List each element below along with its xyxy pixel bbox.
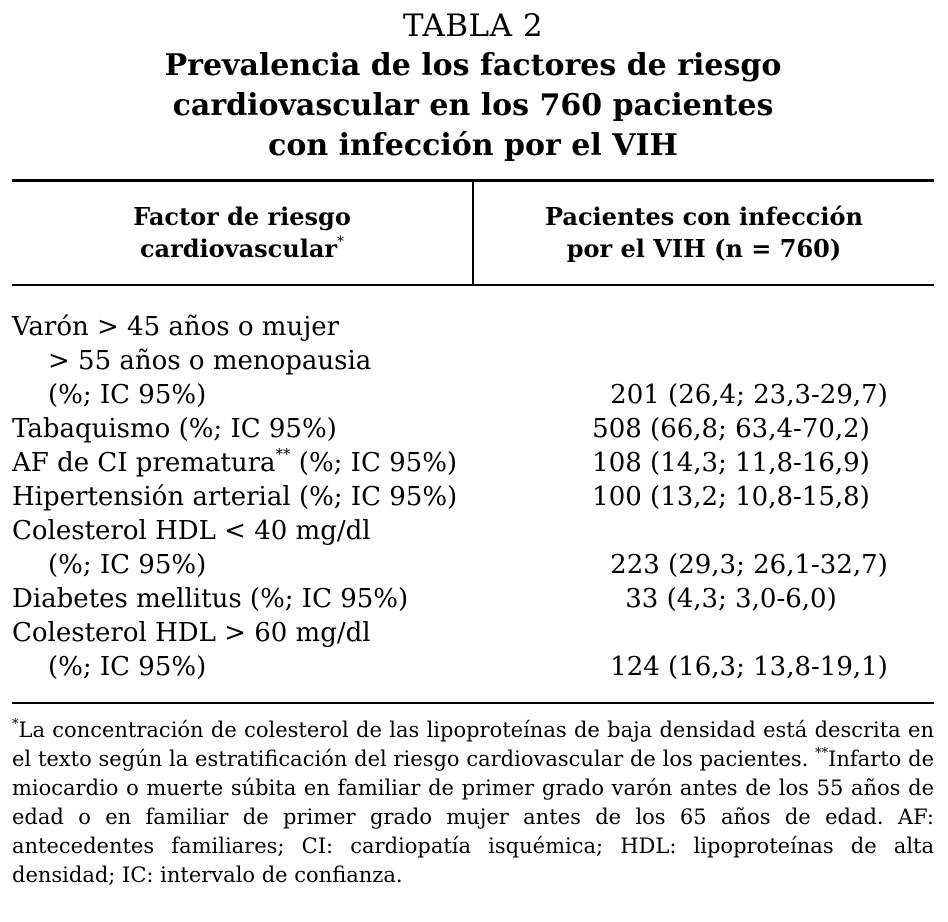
risk-factor-cell bbox=[12, 412, 534, 446]
patients-value-cell bbox=[570, 344, 934, 378]
patients-value-cell: 100 (13,2; 10,8-15,8) bbox=[592, 482, 870, 512]
table-row bbox=[12, 514, 934, 548]
risk-factor-cell bbox=[12, 582, 534, 616]
header-patients-line: Pacientes con infección bbox=[544, 202, 863, 231]
risk-factor-cell bbox=[12, 650, 570, 684]
table-title-line: con infección por el VIH bbox=[268, 128, 678, 163]
table-row bbox=[12, 480, 934, 514]
table-title bbox=[12, 46, 934, 166]
header-patients bbox=[474, 182, 934, 284]
table-title-line: cardiovascular en los 760 pacientes bbox=[172, 88, 774, 123]
table-row bbox=[12, 650, 934, 684]
risk-factor-label: Colesterol HDL < 40 mg/dl bbox=[12, 516, 371, 546]
risk-factor-label: (%; IC 95%) bbox=[48, 380, 207, 410]
risk-factor-cell bbox=[12, 616, 534, 650]
risk-factor-label: > 55 años o menopausia bbox=[48, 346, 372, 376]
risk-factor-cell bbox=[12, 480, 534, 514]
risk-factor-label: Colesterol HDL > 60 mg/dl bbox=[12, 618, 371, 648]
risk-factor-label: Hipertensión arterial (%; IC 95%) bbox=[12, 482, 458, 512]
table-document bbox=[12, 0, 934, 890]
table-row bbox=[12, 446, 934, 480]
risk-factor-cell bbox=[12, 514, 534, 548]
risk-factor-label: Diabetes mellitus (%; IC 95%) bbox=[12, 584, 409, 614]
bottom-rule bbox=[12, 702, 934, 704]
risk-factor-cell bbox=[12, 548, 570, 582]
risk-factor-label: (%; IC 95%) bbox=[48, 550, 207, 580]
header-factor-line: cardiovascular bbox=[139, 234, 338, 263]
footnote-text: Infarto de miocardio o muerte súbita en familiar de primer grado varón antes de los 55 años de edad o en familiar de primer grado mujer antes de los 65 años de edad. AF: antecedentes familiares; CI: cardiopatía isquémica; HDL: lipoproteínas de alta densidad; IC: intervalo de confianza. bbox=[12, 747, 934, 887]
table-row bbox=[12, 412, 934, 446]
risk-factor-label-tail: (%; IC 95%) bbox=[290, 448, 458, 478]
footnote-marker: * bbox=[337, 234, 345, 250]
table-row bbox=[12, 344, 934, 378]
patients-value-cell: 124 (16,3; 13,8-19,1) bbox=[610, 652, 888, 682]
risk-factor-label: Varón > 45 años o mujer bbox=[12, 312, 340, 342]
table-label: TABLA 2 bbox=[402, 8, 544, 44]
patients-value-cell: 201 (26,4; 23,3-29,7) bbox=[610, 380, 888, 410]
risk-factor-label: AF de CI prematura bbox=[12, 448, 276, 478]
table-row bbox=[12, 378, 934, 412]
header-factor bbox=[12, 182, 474, 284]
patients-value-cell: 508 (66,8; 63,4-70,2) bbox=[592, 414, 870, 444]
risk-factor-label: (%; IC 95%) bbox=[48, 652, 207, 682]
footnote-text: La concentración de colesterol de las lipoproteínas de baja densidad está descrita en el texto según la estratificación del riesgo cardiovascular de los pacientes. bbox=[12, 718, 934, 771]
footnote-marker: ** bbox=[275, 445, 291, 463]
footnote-marker: ** bbox=[815, 746, 829, 761]
risk-factor-cell bbox=[12, 378, 570, 412]
table-row bbox=[12, 582, 934, 616]
risk-factor-label: Tabaquismo (%; IC 95%) bbox=[12, 414, 337, 444]
table-footnote bbox=[12, 716, 934, 890]
table-body bbox=[12, 286, 934, 702]
table-title-line: Prevalencia de los factores de riesgo bbox=[164, 48, 782, 83]
table-row bbox=[12, 616, 934, 650]
patients-value-cell: 33 (4,3; 3,0-6,0) bbox=[625, 584, 837, 614]
risk-factor-cell bbox=[12, 344, 570, 378]
table-header bbox=[12, 182, 934, 284]
patients-value-cell bbox=[534, 514, 934, 548]
risk-factor-cell bbox=[12, 446, 534, 480]
table-row bbox=[12, 548, 934, 582]
patients-value-cell: 108 (14,3; 11,8-16,9) bbox=[592, 448, 870, 478]
footnote-marker: * bbox=[12, 717, 19, 732]
header-patients-line: por el VIH (n = 760) bbox=[566, 234, 842, 263]
patients-value-cell bbox=[534, 310, 934, 344]
risk-factor-cell bbox=[12, 310, 534, 344]
patients-value-cell: 223 (29,3; 26,1-32,7) bbox=[610, 550, 888, 580]
patients-value-cell bbox=[534, 616, 934, 650]
header-factor-line: Factor de riesgo bbox=[133, 202, 351, 231]
table-row bbox=[12, 310, 934, 344]
